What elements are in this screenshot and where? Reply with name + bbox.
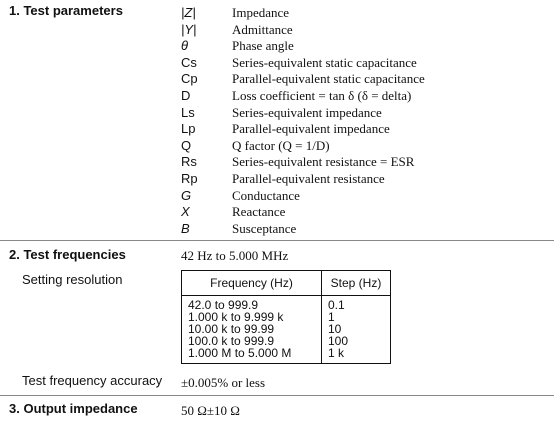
parameter-description: Reactance [232,204,286,220]
parameter-symbol: B [181,220,190,236]
parameter-description: Parallel-equivalent static capacitance [232,71,425,87]
parameter-description: Susceptance [232,220,297,236]
parameter-symbol: |Y| [181,21,197,37]
parameter-description: Loss coefficient = tan δ (δ = delta) [232,88,412,103]
step-value-line: 100 [328,334,349,348]
step-values-cell [322,296,391,364]
parameter-symbol: G [181,187,192,203]
parameter-description: Admittance [232,21,293,37]
section-header-test-frequencies: 2. Test frequencies [9,247,126,262]
table-header-row [182,271,391,296]
parameter-description: Parallel-equivalent resistance [232,171,385,186]
parameter-description: Conductance [232,187,300,203]
frequency-ranges-cell [182,296,322,364]
step-value-line: 1 [328,310,335,324]
parameter-description: Q factor (Q = 1/D) [232,137,330,153]
parameter-symbol: |Z| [181,5,196,20]
divider [0,240,554,241]
parameter-symbol: Rp [181,171,198,186]
parameter-description: Phase angle [232,38,294,54]
column-header-step: Step (Hz) [322,271,391,296]
parameter-symbol: Cp [181,71,198,87]
setting-resolution-label: Setting resolution [22,272,123,287]
parameter-description: Series-equivalent static capacitance [232,54,417,70]
step-value-line: 0.1 [328,298,345,312]
section-header-test-parameters: 1. Test parameters [9,3,123,18]
parameter-symbol: Lp [181,121,196,137]
frequency-range-line: 100.0 k to 999.9 [188,334,275,348]
divider [0,395,554,396]
parameter-symbol: θ [181,38,189,54]
test-frequency-accuracy-label: Test frequency accuracy [22,373,163,388]
parameter-description: Series-equivalent impedance [232,104,382,120]
parameter-description: Series-equivalent resistance = ESR [232,154,415,170]
frequency-range-line: 1.000 k to 9.999 k [188,310,284,324]
frequency-resolution-table [181,270,391,364]
parameter-description: Parallel-equivalent impedance [232,121,390,137]
section-header-output-impedance: 3. Output impedance [9,401,138,416]
test-frequency-accuracy-value: ±0.005% or less [181,375,266,390]
step-value-line: 1 k [328,346,345,360]
frequency-range-line: 1.000 M to 5.000 M [188,346,292,360]
test-frequencies-value: 42 Hz to 5.000 MHz [181,248,289,263]
step-value-line: 10 [328,322,342,336]
parameter-symbol: Rs [181,154,197,170]
frequency-range-line: 10.00 k to 99.99 [188,322,275,336]
frequency-range-line: 42.0 to 999.9 [188,298,259,312]
parameter-symbol: Ls [181,104,195,120]
table-row [182,296,391,364]
parameter-description: Impedance [232,5,290,20]
parameter-symbol: Cs [181,54,197,70]
parameter-symbol: X [181,204,190,220]
parameter-symbol: Q [181,137,192,153]
column-header-frequency: Frequency (Hz) [182,271,322,296]
parameter-symbol: D [181,88,191,103]
output-impedance-value: 50 Ω±10 Ω [181,403,240,418]
